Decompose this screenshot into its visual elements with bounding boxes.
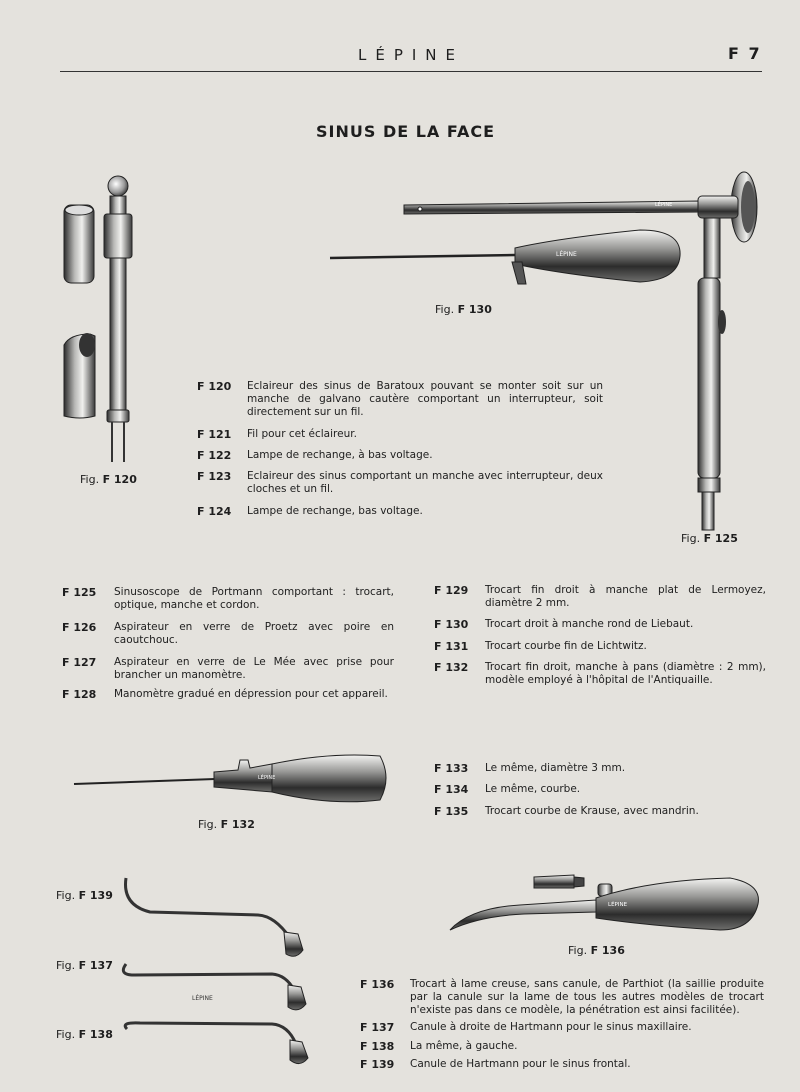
- figure-caption-f130: Fig. F 130: [435, 303, 492, 316]
- item-code: F 137: [360, 1021, 395, 1034]
- item-description: Eclaireur des sinus de Baratoux pouvant se monter soit sur un manche de galvano cautère comportant un interrupteur, soit directement sur un fil.: [247, 380, 603, 418]
- item-code: F 123: [197, 470, 232, 483]
- figure-caption-f138: Fig. F 138: [56, 1028, 113, 1041]
- f130-mark-handle: LÉPINE: [556, 251, 577, 258]
- item-code: F 126: [62, 621, 97, 634]
- item-code: F 129: [434, 584, 469, 597]
- item-code: F 131: [434, 640, 469, 653]
- figure-f130-trocars: [330, 200, 700, 284]
- item-code: F 138: [360, 1040, 395, 1053]
- item-description: Canule à droite de Hartmann pour le sinus maxillaire.: [410, 1021, 692, 1033]
- item-description: Aspirateur en verre de Le Mée avec prise pour brancher un manomètre.: [114, 656, 394, 681]
- item-description: Sinusoscope de Portmann comportant : trocart, optique, manche et cordon.: [114, 586, 394, 611]
- item-code: F 134: [434, 783, 469, 796]
- figure-caption-f125: Fig. F 125: [681, 532, 738, 545]
- figure-f120-illuminator: [64, 176, 132, 462]
- f132-mark: LÉPINE: [258, 775, 276, 781]
- item-code: F 128: [62, 688, 97, 701]
- figure-f139-cannula: [126, 878, 304, 956]
- item-description: Le même, diamètre 3 mm.: [485, 762, 626, 774]
- item-description: Trocart fin droit, manche à pans (diamètre : 2 mm), modèle employé à l'hôpital de l'Antiquaille.: [485, 661, 766, 686]
- figure-f125-sinusoscope: [698, 172, 757, 530]
- figure-caption-f132: Fig. F 132: [198, 818, 255, 831]
- figure-f137-cannula: [123, 964, 306, 1010]
- item-description: Le même, courbe.: [485, 783, 581, 795]
- page-title: SINUS DE LA FACE: [316, 122, 496, 141]
- figure-caption-f137: Fig. F 137: [56, 959, 113, 972]
- item-description: Canule de Hartmann pour le sinus frontal.: [410, 1058, 631, 1070]
- item-description: Trocart à lame creuse, sans canule, de Parthiot (la saillie produite par la canule sur la lame de tous les autres modèles de trocart n'existe pas dans ce modèle, la pénétration est ainsi facilitée).: [410, 978, 764, 1016]
- item-description: Lampe de rechange, à bas voltage.: [247, 449, 433, 461]
- item-description: Fil pour cet éclaireur.: [247, 428, 357, 440]
- item-description: Eclaireur des sinus comportant un manche avec interrupteur, deux cloches et un fil.: [247, 470, 603, 495]
- item-code: F 120: [197, 380, 232, 393]
- item-code: F 136: [360, 978, 395, 991]
- figure-f136-trocar: [450, 875, 758, 930]
- catalog-brand: LÉPINE: [358, 46, 465, 64]
- figure-caption-f136: Fig. F 136: [568, 944, 625, 957]
- item-description: La même, à gauche.: [410, 1040, 518, 1052]
- item-description: Lampe de rechange, bas voltage.: [247, 505, 423, 517]
- item-code: F 124: [197, 505, 232, 518]
- item-code: F 127: [62, 656, 97, 669]
- figure-f132-trocar: [74, 755, 386, 802]
- item-description: Manomètre gradué en dépression pour cet appareil.: [114, 688, 388, 700]
- item-description: Trocart fin droit à manche plat de Lermoyez, diamètre 2 mm.: [485, 584, 766, 609]
- item-code: F 125: [62, 586, 97, 599]
- page-number: F 7: [728, 44, 762, 63]
- item-description: Aspirateur en verre de Proetz avec poire en caoutchouc.: [114, 621, 394, 646]
- f130-mark-top: LÉPINE: [655, 202, 673, 208]
- item-code: F 130: [434, 618, 469, 631]
- item-code: F 139: [360, 1058, 395, 1071]
- f136-mark: LÉPINE: [608, 902, 628, 908]
- item-code: F 133: [434, 762, 469, 775]
- item-code: F 135: [434, 805, 469, 818]
- item-code: F 132: [434, 661, 469, 674]
- item-code: F 121: [197, 428, 232, 441]
- item-description: Trocart courbe fin de Lichtwitz.: [485, 640, 647, 652]
- f137-mark: LÉPINE: [192, 995, 213, 1002]
- item-code: F 122: [197, 449, 232, 462]
- item-description: Trocart droit à manche rond de Liebaut.: [485, 618, 694, 630]
- figure-f138-cannula: [125, 1023, 308, 1064]
- figure-caption-f120: Fig. F 120: [80, 473, 137, 486]
- figure-caption-f139: Fig. F 139: [56, 889, 113, 902]
- item-description: Trocart courbe de Krause, avec mandrin.: [485, 805, 699, 817]
